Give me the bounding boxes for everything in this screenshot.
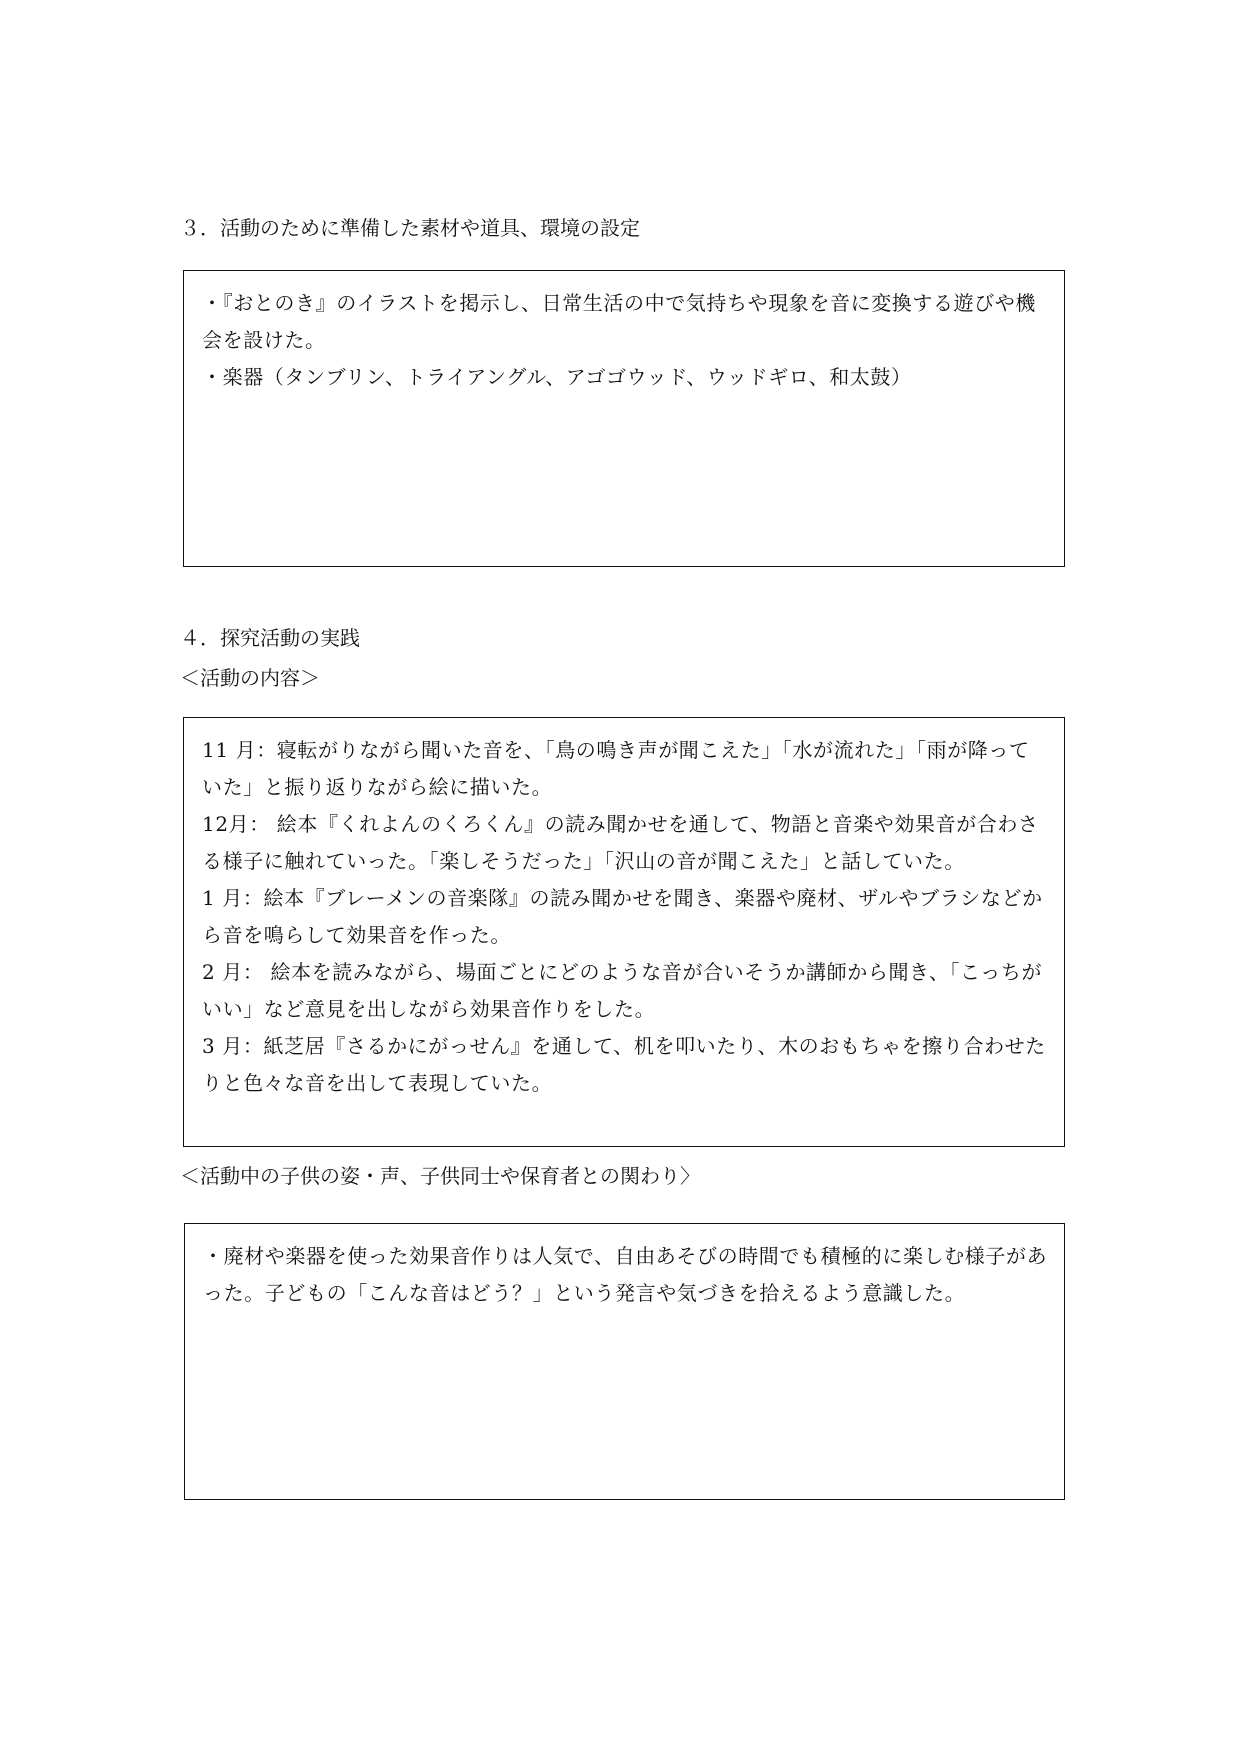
materials-box xyxy=(183,270,1065,567)
materials-line: ・『おとのき』のイラストを掲示し、日常生活の中で気持ちや現象を音に変換する遊びや機会を設けた。 xyxy=(202,291,1036,352)
children-observation-text: ・廃材や楽器を使った効果音作りは人気で、自由あそびの時間でも積極的に楽しむ様子があった。子どもの「こんな音はどう？」という発言や気づきを拾えるよう意識した。 xyxy=(203,1244,1048,1305)
materials-line: ・楽器（タンブリン、トライアングル、アゴゴウッド、ウッドギロ、和太鼓） xyxy=(202,365,912,389)
section-3-heading: ３．活動のために準備した素材や道具、環境の設定 xyxy=(180,216,640,240)
activity-entry-february: 2 月： 絵本を読みながら、場面ごとにどのような音が合いそうか講師から聞き、「こっちがいい」など意見を出しながら効果音作りをした。 xyxy=(202,960,1043,1021)
activity-entry-december: 12月： 絵本『くれよんのくろくん』の読み聞かせを通して、物語と音楽や効果音が合わさる様子に触れていった。「楽しそうだった」「沢山の音が聞こえた」と話していた。 xyxy=(202,812,1039,873)
children-observation-box xyxy=(184,1223,1065,1500)
section-4-heading: ４．探究活動の実践 xyxy=(180,626,360,650)
children-observation-heading: ＜活動中の子供の姿・声、子供同士や保育者との関わり〉 xyxy=(180,1164,700,1188)
activity-content-box xyxy=(183,717,1065,1147)
activity-entry-january: 1 月：絵本『ブレーメンの音楽隊』の読み聞かせを聞き、楽器や廃材、ザルやブラシなどから音を鳴らして効果音を作った。 xyxy=(202,886,1043,947)
activity-content-heading: ＜活動の内容＞ xyxy=(180,666,320,690)
activity-entry-march: 3 月：紙芝居『さるかにがっせん』を通して、机を叩いたり、木のおもちゃを擦り合わせたりと色々な音を出して表現していた。 xyxy=(202,1034,1046,1095)
activity-entry-november: 11 月：寝転がりながら聞いた音を、「鳥の鳴き声が聞こえた」「水が流れた」「雨が降っていた」と振り返りながら絵に描いた。 xyxy=(202,738,1030,799)
